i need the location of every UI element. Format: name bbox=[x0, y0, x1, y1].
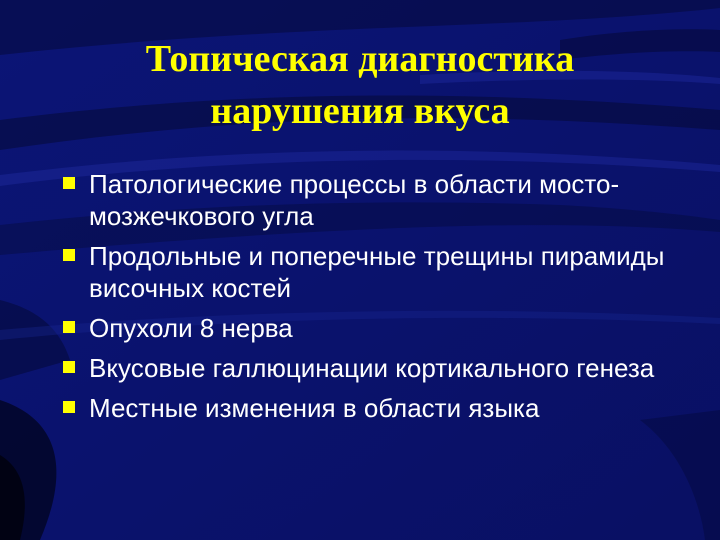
square-bullet-icon bbox=[63, 361, 75, 373]
square-bullet-icon bbox=[63, 177, 75, 189]
slide-title-line-2: нарушения вкуса bbox=[210, 90, 510, 132]
slide-title-line-1: Топическая диагностика bbox=[145, 38, 575, 80]
bullet-text: Опухоли 8 нерва bbox=[89, 313, 293, 343]
bullet-text: Патологические процессы в области мосто-мозжечкового угла bbox=[89, 169, 620, 231]
list-item bbox=[62, 312, 702, 344]
bullet-text: Вкусовые галлюцинации кортикального генеза bbox=[89, 353, 655, 383]
list-item bbox=[62, 240, 702, 304]
bullet-text: Местные изменения в области языка bbox=[89, 393, 540, 423]
bullet-text: Продольные и поперечные трещины пирамиды височных костей bbox=[89, 241, 665, 303]
list-item bbox=[62, 352, 702, 384]
list-item bbox=[62, 392, 702, 424]
square-bullet-icon bbox=[63, 321, 75, 333]
square-bullet-icon bbox=[63, 401, 75, 413]
list-item bbox=[62, 168, 702, 232]
square-bullet-icon bbox=[63, 249, 75, 261]
slide-title bbox=[0, 33, 720, 137]
bullet-list bbox=[62, 168, 702, 432]
